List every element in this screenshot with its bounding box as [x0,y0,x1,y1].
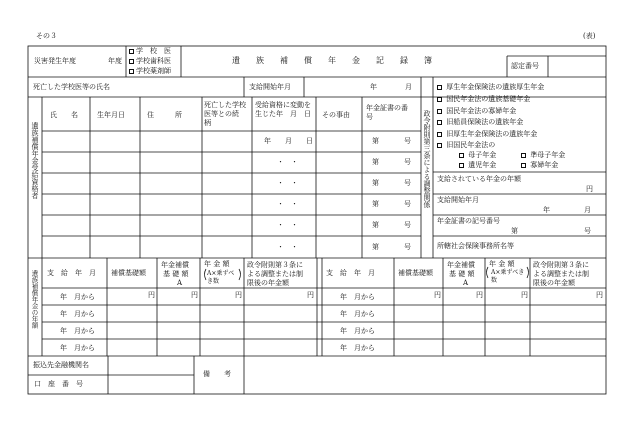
account-number-field[interactable] [110,377,192,392]
adjusted-header-left-3: 限後の年金額 [247,279,289,287]
cert-symbol-label: 年金証書の記号番号 [437,217,500,225]
cert-dai-row5: 第 [372,221,379,229]
adjustment-section-label: 政令附則第三条による調整関係 [423,110,431,208]
pension-base-header-right-3: A [463,279,469,287]
start-year-unit: 年 [370,83,377,91]
period-row4-left: 年 月から [60,344,95,352]
checkbox-icon [437,109,442,114]
change-date-row4: ・ ・ [277,200,298,208]
period-row3-left: 年 月から [60,327,95,335]
paid-start-year-unit: 年 [543,206,550,214]
checkbox-icon [437,120,442,125]
pension-base-header-right-1: 年金補償 [447,261,475,269]
col-cert-header: 年金証書の番 号 [366,104,422,121]
col-name-header: 氏 名 [50,111,78,119]
annual-amount-yen-right: 円 [521,291,528,299]
cert-number-field[interactable] [550,60,604,74]
bank-name-field[interactable] [110,358,192,373]
col-change-header: 受給資格に変動を生じた年 月 日 [255,101,311,118]
change-date-row2: ・ ・ [277,158,298,166]
form-number: その３ [36,32,57,40]
checkbox-icon [437,143,442,148]
bank-name-label: 振込先金融機関名 [33,361,89,369]
option-seamen-insurance[interactable]: 旧船員保険法の遺族年金 [437,119,523,126]
cert-go-row3: 号 [404,179,411,187]
adjusted-header-right-3: 限後の年金額 [533,279,575,287]
checkbox-icon [129,59,134,64]
disaster-year-label: 災害発生年度 [34,57,76,65]
adjusted-header-left-1: 政令附則第３条に [247,261,303,269]
col-address-header: 住 所 [147,111,182,119]
remarks-field[interactable] [247,358,603,392]
suboption-widow[interactable]: 寡婦年金 [521,162,558,169]
paid-pension-label: 支給されている年金の年額 [437,175,521,183]
adjusted-header-right-1: 政令附則第３条に [533,261,589,269]
checkbox-icon [459,153,464,158]
cert-dai-row3: 第 [372,179,379,187]
doctor-type-school-doctor[interactable]: 学 校 医 [129,48,171,55]
pension-base-header-left-2: 基 礎 額 [163,270,189,278]
form-title: 遺 族 補 償 年 金 記 録 簿 [232,56,432,65]
adjusted-yen-left: 円 [307,291,314,299]
annual-amount-header-right-2: A×乗ずべき数 [491,269,525,284]
adjusted-header-left-2: よる調整または制 [247,270,303,278]
doctor-type-school-pharmacist[interactable]: 学校薬剤師 [129,68,171,75]
base-yen-left: 円 [148,291,155,299]
cert-dai-row2: 第 [372,158,379,166]
cert-number-label: 認定番号 [511,62,539,70]
annual-amount-header-left-1: 年 金 額 [204,260,230,268]
period-row4-right: 年 月から [340,344,375,352]
adjusted-header-right-2: よる調整または制 [533,270,589,278]
remarks-label: 備 考 [203,370,231,378]
cert-dai-row6: 第 [372,243,379,251]
period-header-left: 支 給 年 月 [47,269,96,277]
adjusted-yen-right: 円 [596,291,603,299]
change-date-row5: ・ ・ [277,221,298,229]
cert-go-row5: 号 [404,221,411,229]
annual-amount-header-right-1: 年 金 額 [489,260,515,268]
period-row2-right: 年 月から [340,310,375,318]
paid-start-month-unit: 月 [584,206,591,214]
base-header-left: 補償基礎額 [111,269,146,277]
qualified-section-label: 遺族補償年金受給資格者 [31,122,39,199]
option-old-employee-pension[interactable]: 旧厚生年金保険法の遺族年金 [437,131,537,138]
option-old-national-pension[interactable]: 旧国民年金法の [437,142,495,149]
cert-dai-row1: 第 [372,137,379,145]
doctor-type-school-dentist[interactable]: 学校歯科医 [129,58,171,65]
office-label: 所轄社会保険事務所名等 [437,242,514,250]
deceased-name-field[interactable] [128,80,240,94]
paid-start-label: 支給開始年月 [437,196,479,204]
checkbox-icon [437,132,442,137]
pension-base-header-right-2: 基 礎 額 [449,270,475,278]
col-reason-header: その事由 [322,111,350,119]
cert-go-row6: 号 [404,243,411,251]
cert-go-row2: 号 [404,158,411,166]
cert-go-row4: 号 [404,200,411,208]
cert-symbol-go: 号 [584,227,591,235]
nendo-label: 年度 [108,57,122,65]
period-header-right: 支 給 年 月 [326,269,375,277]
period-row1-right: 年 月から [340,293,375,301]
checkbox-icon [521,163,526,168]
account-number-label: 口 座 番 号 [34,380,83,388]
period-row2-left: 年 月から [60,310,95,318]
change-date-row1: 年 月 日 [264,137,313,145]
checkbox-icon [437,97,442,102]
period-row3-right: 年 月から [340,327,375,335]
cert-dai-row4: 第 [372,200,379,208]
annual-amount-header-left-2: A×乗ずべき数 [207,270,235,285]
change-date-row6: ・ ・ [277,243,298,251]
checkbox-icon [459,163,464,168]
change-date-row3: ・ ・ [277,179,298,187]
deceased-name-label: 死亡した学校医等の氏名 [33,83,110,91]
start-month-unit: 月 [405,83,412,91]
cert-go-row1: 号 [404,137,411,145]
option-employee-pension[interactable]: 厚生年金保険法の遺族厚生年金 [437,84,544,91]
pension-base-header-left-3: A [177,279,183,287]
start-date-label: 支給開始年月 [249,83,291,91]
col-relation-header: 死亡した学校医等との続 柄 [204,101,253,127]
checkbox-icon [437,85,442,90]
paid-pension-yen: 円 [586,185,593,193]
pension-base-yen-right: 円 [476,291,483,299]
period-row1-left: 年 月から [60,293,95,301]
front-side-mark: (表) [583,32,596,40]
suboption-orphan[interactable]: 遺児年金 [459,162,496,169]
checkbox-icon [521,153,526,158]
annual-section-label: 遺族補償年金の年額 [30,270,39,329]
annual-amount-yen-left: 円 [235,291,242,299]
base-yen-right: 円 [434,291,441,299]
col-birth-header: 生年月日 [97,111,125,119]
base-header-right: 補償基礎額 [398,269,433,277]
option-widow-pension[interactable]: 国民年金法の寡婦年金 [437,108,516,115]
pension-base-header-left-1: 年金補償 [161,261,189,269]
checkbox-icon [129,69,134,74]
cert-symbol-dai: 第 [511,227,518,235]
suboption-mother-child[interactable]: 母子年金 [459,152,496,159]
suboption-semi-mother-child[interactable]: 準母子年金 [521,152,565,159]
option-national-basic-pension[interactable]: 国民年金法の遺族基礎年金 [437,96,530,103]
pension-base-yen-left: 円 [191,291,198,299]
checkbox-icon [129,49,134,54]
